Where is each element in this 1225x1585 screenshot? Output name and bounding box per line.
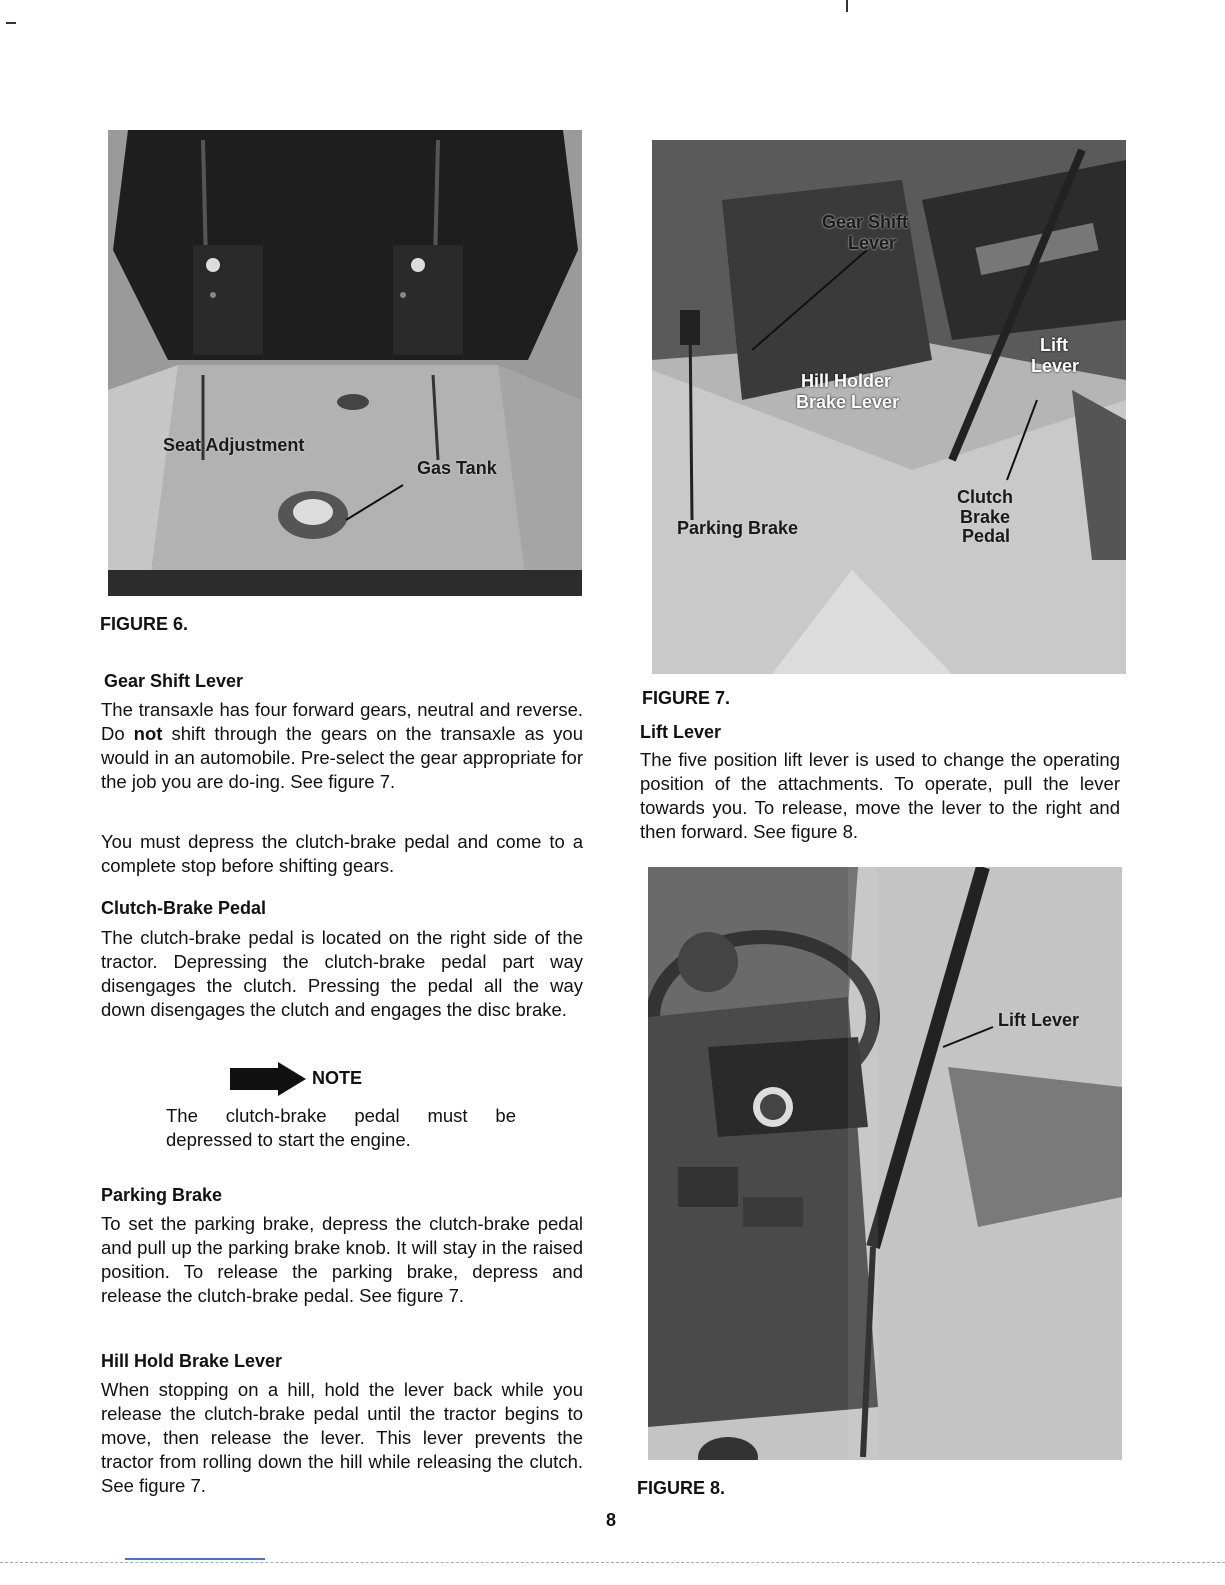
scan-edge-blue [125, 1558, 265, 1560]
note-text: The clutch-brake pedal must be depressed to start the engine. [166, 1105, 516, 1150]
lift-lever-heading: Lift Lever [640, 722, 722, 742]
seat-illustration [108, 130, 582, 596]
note-label: NOTE [312, 1068, 363, 1088]
gear-shift-text-b: shift through the gears on the transaxle as you would in an automobile. Pre-select the gear appropriate for the job you are do-ing. See figure 7. [101, 723, 583, 792]
gear-shift-paragraph-2: You must depress the clutch-brake pedal and come to a complete stop before shifting gears. [101, 831, 583, 876]
gear-shift-label-line1: Gear Shift [822, 212, 909, 232]
lift-label-line1: Lift [1040, 335, 1068, 355]
hill-holder-label-line1: Hill Holder [801, 371, 892, 391]
figure-6-photo [108, 130, 582, 596]
parking-brake-heading: Parking Brake [101, 1185, 223, 1205]
figure-6-caption: FIGURE 6. [100, 614, 189, 634]
scan-edge [0, 1562, 1225, 1564]
gear-shift-text-emphasis: not [133, 723, 163, 744]
seat-adjustment-label: Seat Adjustment [163, 435, 305, 455]
page-number: 8 [606, 1510, 617, 1530]
gear-shift-heading: Gear Shift Lever [104, 671, 244, 691]
gas-tank-label: Gas Tank [417, 458, 497, 478]
gear-shift-label-line2: Lever [848, 233, 897, 253]
gear-shift-text-a: The transaxle has four forward gears, neutral and reverse. Do [101, 699, 583, 744]
lift-lever-photo-label: Lift Lever [998, 1010, 1080, 1030]
clutch-label-line3: Pedal [962, 526, 1011, 546]
hill-hold-paragraph: When stopping on a hill, hold the lever back while you release the clutch-brake pedal until the tractor begins to move, then release the lever. This lever prevents the tractor from rolling down the hill while releasing the clutch. See figure 7. [101, 1379, 583, 1496]
clutch-label-line2: Brake [960, 507, 1011, 527]
lift-label-line2: Lever [1031, 356, 1080, 376]
lift-lever-paragraph: The five position lift lever is used to change the operating position of the attachments. To operate, pull the lever towards you. To release, move the lever to the right and then forward. See figure 8. [640, 749, 1120, 842]
note-arrow-icon [228, 1062, 308, 1098]
hill-holder-label-line2: Brake Lever [796, 392, 900, 412]
figure-8-photo [648, 867, 1122, 1460]
clutch-brake-paragraph: The clutch-brake pedal is located on the right side of the tractor. Depressing the clutch-brake pedal part way disengages the clutch. Pressing the pedal all the way down disengages the clutch and engages the disc brake. [101, 927, 583, 1020]
scan-mark [846, 0, 848, 12]
gear-shift-paragraph-1 [101, 698, 583, 794]
figure-7-photo [652, 140, 1126, 674]
hill-hold-heading: Hill Hold Brake Lever [101, 1351, 283, 1371]
parking-brake-paragraph: To set the parking brake, depress the clutch-brake pedal and pull up the parking brake knob. It will stay in the raised position. To release the parking brake, depress and release the clutch-brake pedal. See figure 7. [101, 1213, 583, 1306]
parking-brake-label: Parking Brake [677, 518, 799, 538]
clutch-brake-heading: Clutch-Brake Pedal [101, 898, 267, 918]
figure-7-caption: FIGURE 7. [642, 688, 731, 708]
scan-mark [6, 22, 16, 24]
clutch-label-line1: Clutch [957, 487, 1013, 507]
lift-lever-illustration [648, 867, 1122, 1460]
figure-8-caption: FIGURE 8. [637, 1478, 726, 1498]
